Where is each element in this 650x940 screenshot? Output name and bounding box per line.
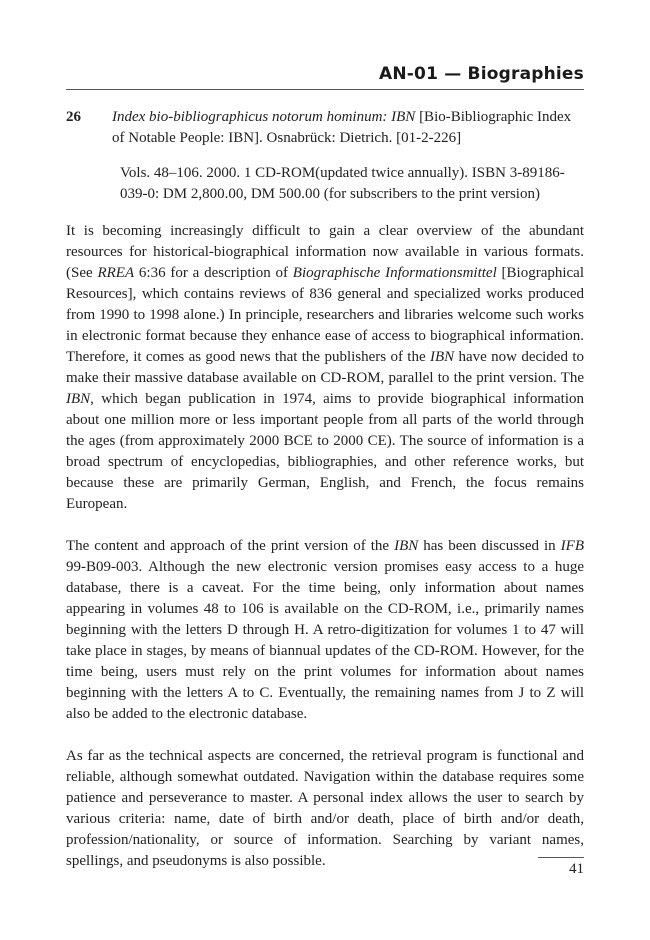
text-run: It is becoming increasingly difficult to gain a clear overview of the abundant resources for historical-biographical information now available in various formats. (See	[66, 223, 584, 281]
entry-details: Vols. 48–106. 2000. 1 CD-ROM(updated twice annually). ISBN 3-89186-039-0: DM 2,800.00, DM 500.00 (for subscribers to the print version)	[120, 165, 565, 202]
text-run: [Biographical Resources], which contains reviews of 836 general and specialized works produced from 1990 to 1998 alone.) In principle, researchers and libraries welcome such works in electronic format because they enhance ease of access to biographical information. Therefore, it comes as good news that the publishers of the	[66, 265, 585, 365]
section-header: AN-01 — Biographies	[379, 64, 584, 84]
entry-number: 26	[66, 109, 81, 125]
italic-abbrev: IBN	[429, 349, 455, 365]
paragraph-2	[66, 536, 584, 725]
text-run: , which began publication in 1974, aims to provide biographical information about one million more or less important people from all parts of the world through the ages (from approximately 2000 BCE to 2000 CE). The source of information is a broad spectrum of encyclopedias, bibliographies, and other reference works, but because these are primarily German, English, and French, the focus remains European.	[66, 391, 584, 512]
italic-ref: RREA	[97, 265, 135, 281]
text-run: has been discussed in	[418, 538, 561, 554]
text-run: 6:36 for a description of	[134, 265, 293, 281]
text-run: As far as the technical aspects are concerned, the retrieval program is functional and reliable, although somewhat outdated. Navigation within the database requires some patience and perseverance to master. A personal index allows the user to search by various criteria: name, date of birth and/or death, place of birth and/or death, profession/nationality, or source of information. Searching by variant names, spellings, and pseudonyms is also possible.	[66, 748, 584, 869]
text-run: The content and approach of the print version of the	[66, 538, 395, 554]
italic-abbrev: IBN	[66, 391, 91, 407]
italic-title: Biographische Informationsmittel	[292, 265, 497, 281]
text-run: 99-B09-003. Although the new electronic version promises easy access to a huge database, there is a caveat. For the time being, only information about names appearing in volumes 48 to 106 is available on the CD-ROM, i.e., primarily names beginning with the letters D through H. A retro-digitization for volumes 1 to 47 will take place in stages, by means of biannual updates of the CD-ROM. However, for the time being, users must rely on the print volumes for information about names beginning with the letters A to C. Eventually, the remaining names from J to Z will also be added to the electronic database.	[66, 559, 584, 722]
entry-citation-rest: [Bio-Bibliographic Index of Notable People: IBN]. Osnabrück: Dietrich. [01-2-226]	[112, 109, 572, 146]
entry-citation	[112, 107, 584, 149]
bibliographic-entry	[66, 107, 584, 205]
paragraph-3	[66, 746, 584, 872]
review-body	[66, 221, 584, 893]
text-run: have now decided to make their massive database available on CD-ROM, parallel to the print version. The	[66, 349, 584, 386]
header-rule	[66, 89, 584, 90]
entry-title: Index bio-bibliographicus notorum hominum: IBN	[112, 109, 416, 125]
page-number: 41	[569, 861, 584, 877]
paragraph-1	[66, 221, 584, 515]
italic-ref: IFB	[560, 538, 584, 554]
footer-rule	[538, 857, 584, 858]
italic-abbrev: IBN	[394, 538, 419, 554]
